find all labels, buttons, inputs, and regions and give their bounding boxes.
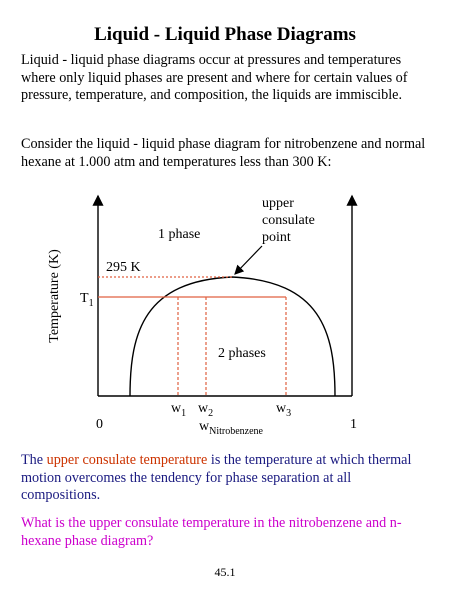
y-axis-label: Temperature (K) xyxy=(47,249,62,343)
w2-label: $w_2$ xyxy=(198,401,214,419)
w3-label: $w_3$ xyxy=(276,401,292,419)
ucp-arrow xyxy=(235,246,262,274)
two-phases-label: 2 phases xyxy=(218,346,266,361)
question-paragraph: What is the upper consulate temperature in the nitrobenzene and n-hexane phase diagram? xyxy=(21,515,402,549)
w1-label: $w_1$ xyxy=(171,401,187,419)
conclusion-text-2: is the temperature at which thermal motion overcomes the tendency for phase separation at all compositions. xyxy=(21,452,412,503)
t1-label: $T_1$ xyxy=(80,291,94,309)
intro-paragraph: Liquid - liquid phase diagrams occur at pressures and temperatures where only liquid phases are present and where for certain values of pressure, temperature, and composition, the liquids are immiscible. xyxy=(21,52,408,103)
ucp-label-line1: upper xyxy=(262,196,294,211)
ucst-term: upper consulate temperature xyxy=(46,452,208,468)
page-title: Liquid - Liquid Phase Diagrams xyxy=(94,24,356,45)
temp-295-label: 295 K xyxy=(106,260,141,275)
phase-diagram xyxy=(0,186,450,456)
coexistence-curve xyxy=(130,277,335,396)
ucp-label-line3: point xyxy=(262,230,291,245)
conclusion-text-1: The xyxy=(21,452,47,468)
x-axis-label: $w_{Nitrobenzene}$ xyxy=(199,419,263,437)
tick-zero: 0 xyxy=(96,417,103,432)
tick-one: 1 xyxy=(350,417,357,432)
one-phase-label: 1 phase xyxy=(158,227,201,242)
slide-number: 45.1 xyxy=(214,565,236,579)
conclusion-paragraph xyxy=(21,452,431,505)
ucp-label-line2: consulate xyxy=(262,213,315,228)
consider-paragraph: Consider the liquid - liquid phase diagram for nitrobenzene and normal hexane at 1.000 atm and temperatures less than 300 K: xyxy=(21,136,426,170)
